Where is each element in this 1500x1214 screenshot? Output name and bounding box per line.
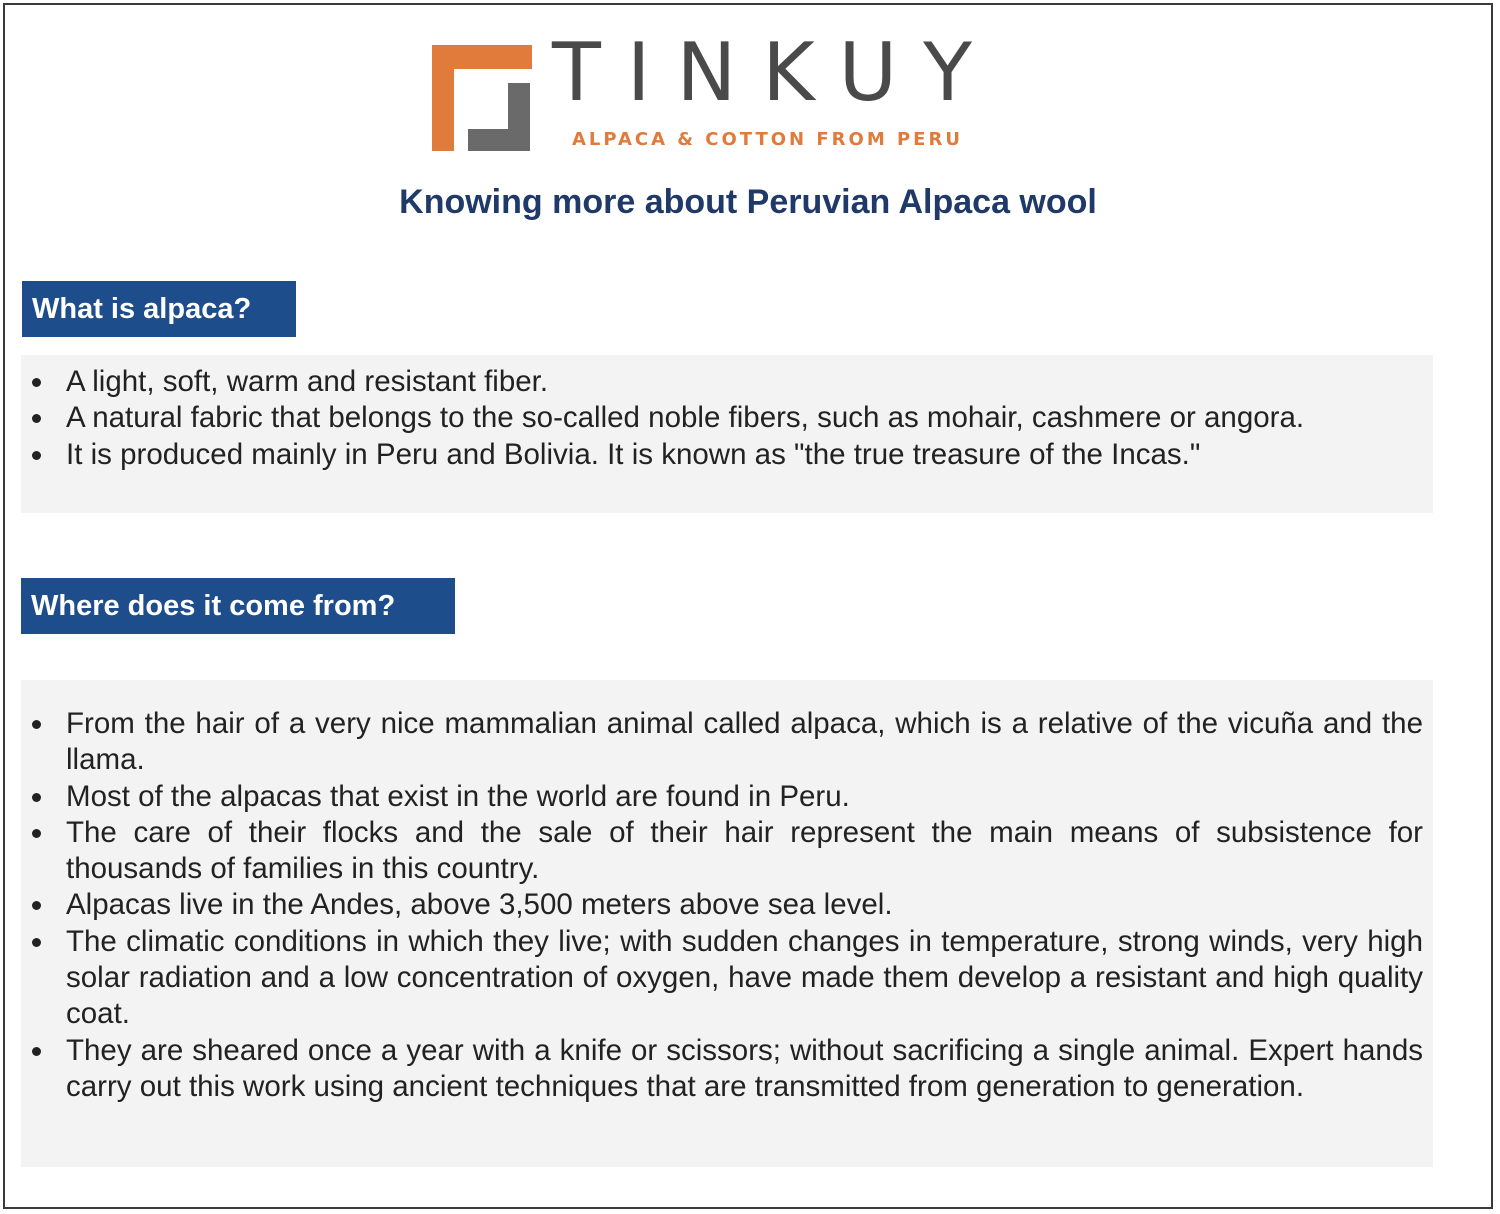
section-heading-what-is-alpaca: What is alpaca? [22,281,296,337]
list-item [21,437,1433,473]
bullet-dot-icon [32,1047,41,1056]
logo-wordmark: TINKUY [552,26,999,119]
bullet-list [21,706,1433,1105]
list-item-text: The care of their flocks and the sale of their hair represent the main means of subsistence for thousands of families in this country. [66,815,1423,886]
list-item [21,815,1433,888]
section-heading-where-does-it-come-from: Where does it come from? [21,578,455,634]
section-panel-what-is-alpaca [21,355,1433,513]
list-item-text: They are sheared once a year with a knife or scissors; without sacrificing a single animal. Expert hands carry out this work using ancient techniques that are transmitted from generation to generation. [66,1033,1423,1103]
logo-square-mark-icon [432,45,532,151]
bullet-dot-icon [32,414,41,423]
list-item [21,364,1433,400]
list-item-text: A light, soft, warm and resistant fiber. [66,365,549,398]
logo-tagline: ALPACA & COTTON FROM PERU [572,129,963,150]
list-item-text: Most of the alpacas that exist in the world are found in Peru. [66,779,850,813]
list-item-text: From the hair of a very nice mammalian animal called alpaca, which is a relative of the vicuña and the llama. [66,707,1423,777]
bullet-dot-icon [32,720,41,729]
bullet-dot-icon [32,901,41,910]
list-item [21,887,1433,923]
bullet-dot-icon [32,378,41,387]
list-item [21,706,1433,779]
list-item-text: Alpacas live in the Andes, above 3,500 meters above sea level. [66,888,893,922]
bullet-dot-icon [32,793,41,802]
page-title: Knowing more about Peruvian Alpaca wool [399,183,1097,221]
list-item-text: It is produced mainly in Peru and Bolivia. It is known as "the true treasure of the Incas." [66,437,1201,471]
list-item [21,924,1433,1033]
bullet-dot-icon [32,451,41,460]
list-item-text: The climatic conditions in which they live; with sudden changes in temperature, strong winds, very high solar radiation and a low concentration of oxygen, have made them develop a resistant and high quality coat. [66,924,1423,1031]
list-item [21,1033,1433,1106]
list-item-text: A natural fabric that belongs to the so-called noble fibers, such as mohair, cashmere or angora. [66,401,1305,435]
list-item [21,400,1433,436]
list-item [21,779,1433,815]
bullet-dot-icon [32,829,41,838]
bullet-dot-icon [32,938,41,947]
bullet-list [21,364,1433,473]
tinkuy-logo [432,26,1022,155]
section-panel-where-does-it-come-from [21,680,1433,1167]
